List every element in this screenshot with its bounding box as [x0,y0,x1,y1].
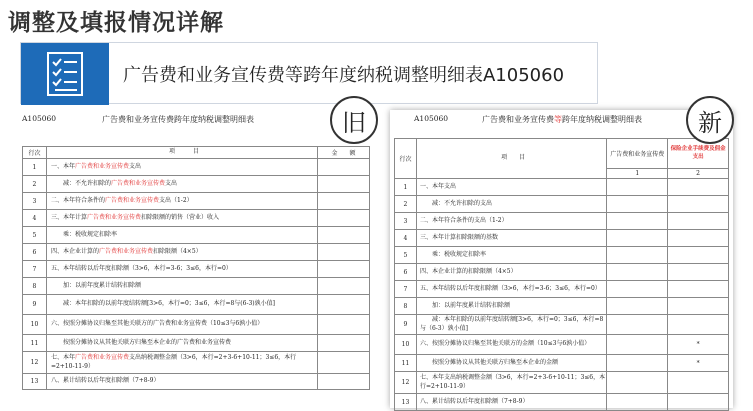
col2-cell[interactable] [668,247,729,264]
row-number: 2 [395,196,417,213]
row-item: 减：不允许扣除的支出 [416,196,606,213]
row-item [46,227,317,244]
new-header-col1: 广告费和业务宣传费 [607,139,668,169]
amount-cell[interactable] [318,315,370,335]
new-header-item: 项 目 [416,139,606,179]
table-row [23,261,370,278]
amount-cell[interactable] [318,193,370,210]
row-item-text: 乘：税收规定扣除率 [50,230,117,238]
form-banner [20,42,598,104]
old-form-title: 广告费和业务宣传费跨年度纳税调整明细表 [102,115,254,124]
col1-cell[interactable] [607,213,668,230]
new-header-col2: 保险企业手续费及佣金支出 [668,139,729,169]
table-row [395,213,729,230]
row-item-text: 支出（1-2） [158,196,193,204]
row-item-text: 减：不允许扣除的 [50,179,111,187]
row-item [46,278,317,295]
row-number: 9 [395,315,417,335]
amount-cell[interactable] [318,261,370,278]
row-item-text: 广告费和业务宣传费 [74,162,129,170]
new-version-badge: 新 [686,96,734,144]
row-item-text: 二、本年符合条件的 [50,196,105,204]
row-item-text: 按照分摊协议从其他关联方归集至本企业的广告费和业务宣传费 [50,338,231,346]
table-row [395,179,729,196]
row-item [46,295,317,315]
table-row [23,335,370,352]
row-item [46,335,317,352]
row-item-text: 八、累计结转以后年度扣除额（7+8-9） [50,377,160,385]
amount-cell[interactable] [318,227,370,244]
row-number: 5 [23,227,47,244]
row-item: 二、本年符合条件的支出（1-2） [416,213,606,230]
row-item [46,244,317,261]
new-title-part-2: 跨年度纳税调整明细表 [562,115,642,124]
table-row [23,227,370,244]
new-form [390,110,733,408]
table-row [395,372,729,394]
col1-cell[interactable] [607,372,668,394]
old-header-amount: 金 额 [318,147,370,159]
new-title-part-1: 广告费和业务宣传费 [482,115,554,124]
table-row [395,394,729,411]
col2-cell[interactable] [668,264,729,281]
row-item [46,374,317,390]
new-form-title [482,114,642,125]
col2-cell[interactable]: * [668,335,729,355]
row-item-text: 一、本年 [50,162,75,170]
col1-cell[interactable] [607,230,668,247]
table-row [395,335,729,355]
row-item: 加：以前年度累计结转扣除额 [416,298,606,315]
table-row [23,244,370,261]
row-item-text: 四、本企业计算的 [50,247,99,255]
row-number: 9 [23,295,47,315]
table-row [395,355,729,372]
new-form-table [394,138,729,411]
row-number: 7 [23,261,47,278]
row-item: 按照分摊协议从其他关联方归集至本企业的金额 [416,355,606,372]
row-number: 10 [23,315,47,335]
row-number: 5 [395,247,417,264]
table-row [23,176,370,193]
row-number: 13 [395,394,417,411]
row-number: 12 [395,372,417,394]
row-item [46,261,317,278]
old-form [18,110,374,411]
row-number: 1 [23,159,47,176]
row-item-text: 广告费和业务宣传费 [74,354,129,362]
col2-cell[interactable] [668,179,729,196]
row-item-text: 六、按照分摊协议归集至其他关联方的广告费和业务宣传费（10≤3与6孰小值） [50,320,264,328]
table-row [23,295,370,315]
amount-cell[interactable] [318,295,370,315]
row-item: 六、按照分摊协议归集至其他关联方的金额（10≤3与6孰小值） [416,335,606,355]
col2-cell[interactable] [668,298,729,315]
amount-cell[interactable] [318,335,370,352]
row-item [46,176,317,193]
old-version-badge: 旧 [330,96,378,144]
table-row [395,298,729,315]
row-number: 8 [395,298,417,315]
new-title-highlight: 等 [554,115,562,124]
amount-cell[interactable] [318,352,370,374]
table-row [23,352,370,374]
col1-cell[interactable] [607,179,668,196]
col2-cell[interactable] [668,281,729,298]
page-title: 调整及填报情况详解 [8,10,224,36]
old-form-table [22,146,370,390]
col1-cell[interactable] [607,394,668,411]
col2-cell[interactable] [668,315,729,335]
table-row [23,210,370,227]
row-number: 11 [23,335,47,352]
table-row [395,247,729,264]
row-item: 一、本年支出 [416,179,606,196]
table-row [395,281,729,298]
row-item: 三、本年计算扣除限额的基数 [416,230,606,247]
row-number: 12 [23,352,47,374]
old-header-no: 行次 [23,147,47,159]
col1-cell[interactable] [607,298,668,315]
table-row [395,230,729,247]
col1-cell[interactable] [607,315,668,335]
col1-cell[interactable] [607,281,668,298]
row-number: 13 [23,374,47,390]
checklist-icon [21,43,109,105]
row-item-text: 五、本年结转以后年度扣除额（3>6，本行=3-6；3≤6，本行=0） [50,264,232,272]
row-item-text: 减：本年扣除的以前年度结转额[3>6，本行=0；3≤6，本行=8与(6-3)孰小值] [50,300,275,308]
table-row [23,315,370,335]
row-number: 2 [23,176,47,193]
row-number: 1 [395,179,417,196]
row-item [46,210,317,227]
row-number: 3 [23,193,47,210]
col2-cell[interactable]: * [668,355,729,372]
old-form-code: A105060 [22,114,57,123]
col2-cell[interactable] [668,213,729,230]
row-item: 七、本年支出纳税调整金额（3>6，本行=2+3-6+10-11；3≤6，本行=2+10-11-9） [416,372,606,394]
row-item: 五、本年结转以后年度扣除额（3>6，本行=3-6；3≤6，本行=0） [416,281,606,298]
amount-cell[interactable] [318,176,370,193]
amount-cell[interactable] [318,244,370,261]
col2-cell[interactable] [668,394,729,411]
row-number: 4 [23,210,47,227]
amount-cell[interactable] [318,159,370,176]
row-number: 11 [395,355,417,372]
row-item: 八、累计结转以后年度扣除额（7+8-9） [416,394,606,411]
row-number: 6 [395,264,417,281]
amount-cell[interactable] [318,278,370,295]
table-row [395,315,729,335]
table-row [23,278,370,295]
new-header-col2-no: 2 [668,169,729,179]
old-header-item: 项 目 [46,147,317,159]
row-item [46,193,317,210]
col1-cell[interactable] [607,247,668,264]
row-item [46,159,317,176]
row-item: 减：本年扣除的以前年度结转额[3>6，本行=0；3≤6，本行=8与（6-3）孰小值] [416,315,606,335]
table-row [23,159,370,176]
table-row [23,193,370,210]
table-row [23,374,370,390]
amount-cell[interactable] [318,210,370,227]
row-number: 3 [395,213,417,230]
amount-cell[interactable] [318,374,370,390]
row-item-text: 三、本年计算 [50,213,87,221]
row-number: 7 [395,281,417,298]
col1-cell[interactable] [607,196,668,213]
row-item-text: 七、本年 [50,354,75,362]
row-item-text: 支出 [128,162,141,170]
table-row [395,264,729,281]
row-item-text: 广告费和业务宣传费 [86,213,141,221]
col1-cell[interactable] [607,264,668,281]
new-header-no: 行次 [395,139,417,179]
row-item-text: 加：以前年度累计结转扣除额 [50,281,141,289]
new-header-col1-no: 1 [607,169,668,179]
row-item-text: 广告费和业务宣传费 [98,247,153,255]
row-item [46,352,317,374]
col2-cell[interactable] [668,230,729,247]
row-number: 6 [23,244,47,261]
table-row [395,196,729,213]
row-number: 8 [23,278,47,295]
row-item-text: 广告费和业务宣传费 [104,196,159,204]
banner-title: 广告费和业务宣传费等跨年度纳税调整明细表A105060 [123,65,565,86]
row-item-text: 支出 [164,179,177,187]
row-item [46,315,317,335]
row-number: 10 [395,335,417,355]
row-item-text: 扣除限额的销售（营业）收入 [140,213,219,221]
row-number: 4 [395,230,417,247]
new-form-code: A105060 [414,114,449,123]
row-item-text: 扣除限额（4×5） [152,247,202,255]
col2-cell[interactable] [668,372,729,394]
row-item: 四、本企业计算的扣除限额（4×5） [416,264,606,281]
col1-cell[interactable] [607,355,668,372]
row-item-text: 广告费和业务宣传费 [110,179,165,187]
row-item: 乘：税收规定扣除率 [416,247,606,264]
col2-cell[interactable] [668,196,729,213]
col1-cell[interactable] [607,335,668,355]
row-item-text: 支出纳税调整金额（3>6，本行=2+3-6+10-11；3≤6，本行=2+10-11-9） [50,354,297,370]
